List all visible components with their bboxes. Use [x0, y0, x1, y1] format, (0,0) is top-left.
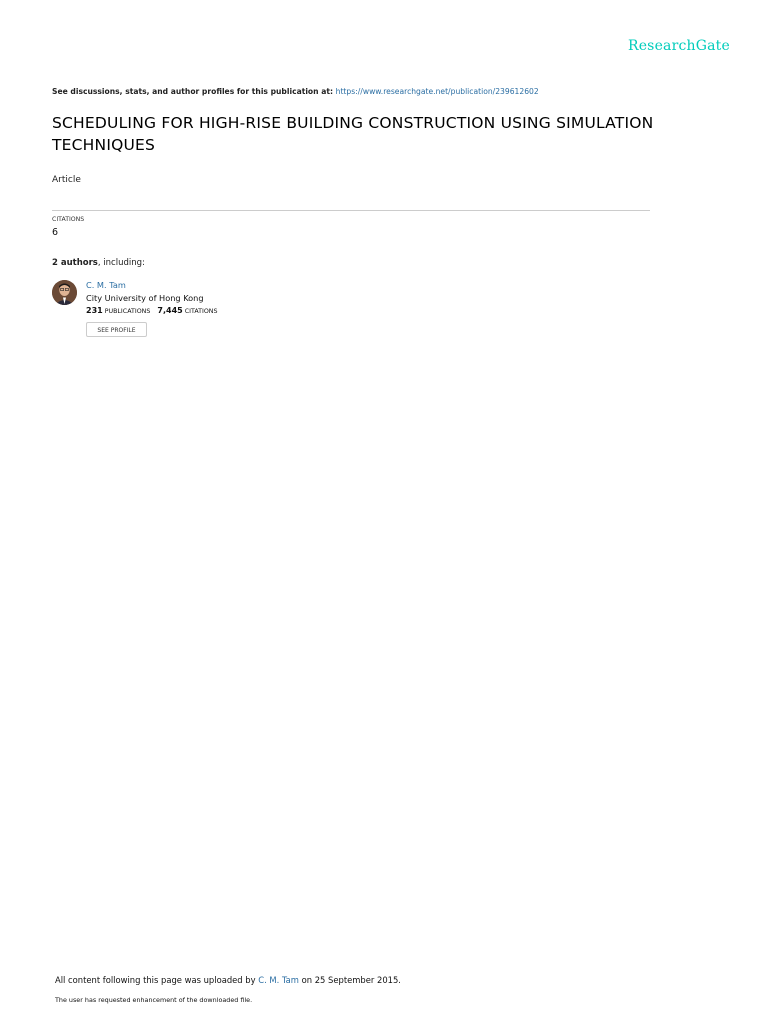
author-card: [52, 280, 452, 340]
see-profile-button[interactable]: SEE PROFILE: [86, 322, 147, 337]
upload-suffix: on 25 September 2015.: [298, 975, 401, 985]
divider: [52, 210, 650, 211]
citations-label: CITATIONS: [52, 216, 85, 223]
publication-link[interactable]: https://www.researchgate.net/publication/239612602: [335, 87, 539, 96]
discussion-prefix: See discussions, stats, and author profiles for this publication at:: [52, 87, 336, 96]
enhancement-note: The user has requested enhancement of the downloaded file.: [55, 996, 253, 1004]
author-institution: City University of Hong Kong: [86, 293, 204, 303]
author-stats: [86, 306, 218, 315]
publications-label: PUBLICATIONS: [104, 308, 151, 315]
author-citations-count: 7,445: [157, 306, 183, 315]
avatar[interactable]: [52, 280, 77, 305]
citations-value: 6: [52, 227, 59, 238]
publication-title: SCHEDULING FOR HIGH-RISE BUILDING CONSTRUCTION USING SIMULATION TECHNIQUES: [52, 114, 654, 154]
discussion-line: [52, 87, 539, 96]
publications-count: 231: [86, 306, 103, 315]
authors-heading: [52, 258, 145, 268]
person-photo-icon: [52, 280, 77, 305]
uploader-link[interactable]: C. M. Tam: [258, 975, 299, 985]
upload-prefix: All content following this page was uploaded by: [55, 975, 259, 985]
researchgate-logo[interactable]: ResearchGate: [627, 38, 730, 54]
authors-count: 2 authors: [52, 258, 98, 268]
author-citations-label: CITATIONS: [184, 308, 218, 315]
author-name-link[interactable]: C. M. Tam: [86, 280, 126, 290]
article-type: Article: [52, 175, 81, 185]
upload-notice: [55, 975, 401, 985]
authors-suffix: , including:: [97, 258, 145, 268]
